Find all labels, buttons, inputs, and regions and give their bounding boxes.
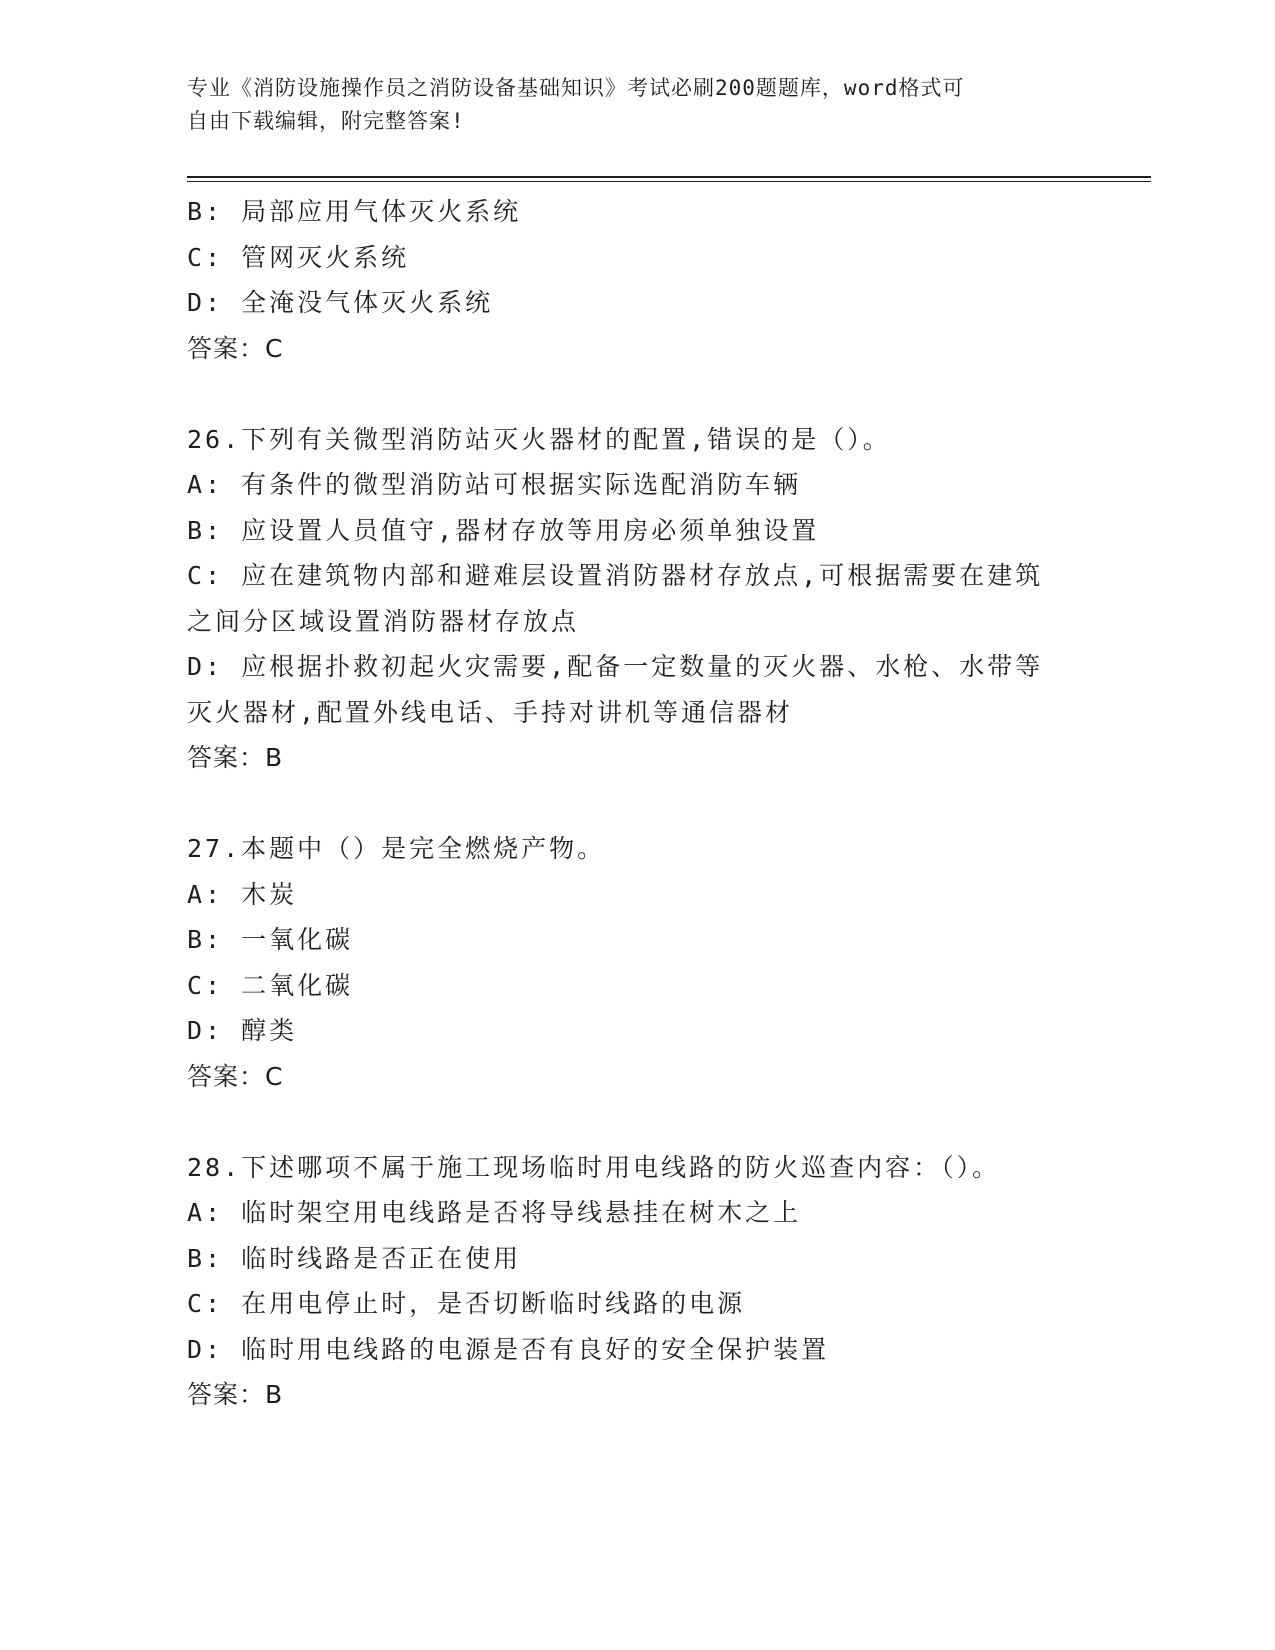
header-rule-thin [187,181,1151,182]
question-stem: 27.本题中（）是完全燃烧产物。 [187,834,606,863]
spacer [187,1099,1087,1145]
option-d: D: 醇类 [187,1016,298,1045]
answer-line: 答案：B [187,743,284,772]
question-26 [187,417,1087,781]
option-c: C: 管网灭火系统 [187,242,410,272]
option-c-continued: 之间分区域设置消防器材存放点 [187,606,580,636]
option-d: D: 应根据扑救初起火灾需要,配备一定数量的灭火器、水枪、水带等 [187,652,1044,681]
option-b: B: 一氧化碳 [187,925,354,954]
option-c: C: 应在建筑物内部和避难层设置消防器材存放点,可根据需要在建筑 [187,561,1044,590]
option-a: A: 木炭 [187,879,298,909]
option-b: B: 应设置人员值守,器材存放等用房必须单独设置 [187,515,820,545]
question-stem: 26.下列有关微型消防站灭火器材的配置,错误的是（）。 [187,424,891,454]
option-d: D: 全淹没气体灭火系统 [187,288,494,317]
option-c: C: 在用电停止时，是否切断临时线路的电源 [187,1289,746,1318]
question-25-continued [187,189,1087,371]
header-rule-thick [187,176,1151,178]
answer-line: 答案：C [187,1061,284,1091]
question-stem: 28.下述哪项不属于施工现场临时用电线路的防火巡查内容：（）。 [187,1152,1001,1182]
option-a: A: 临时架空用电线路是否将导线悬挂在树木之上 [187,1198,802,1227]
option-b: B: 局部应用气体灭火系统 [187,197,522,226]
answer-line: 答案：C [187,333,284,363]
page-header [187,72,1087,138]
option-c: C: 二氧化碳 [187,970,354,1000]
spacer [187,781,1087,827]
option-b: B: 临时线路是否正在使用 [187,1243,522,1273]
question-27 [187,826,1087,1099]
header-line-1: 专业《消防设施操作员之消防设备基础知识》考试必刷200题题库，word格式可 [187,76,965,100]
option-d-continued: 灭火器材,配置外线电话、手持对讲机等通信器材 [187,697,794,727]
spacer [187,371,1087,417]
option-a: A: 有条件的微型消防站可根据实际选配消防车辆 [187,470,802,499]
document-body [187,189,1087,1418]
answer-line: 答案：B [187,1380,284,1409]
header-line-2: 自由下载编辑，附完整答案! [187,109,465,133]
option-d: D: 临时用电线路的电源是否有良好的安全保护装置 [187,1334,830,1364]
question-28 [187,1145,1087,1418]
